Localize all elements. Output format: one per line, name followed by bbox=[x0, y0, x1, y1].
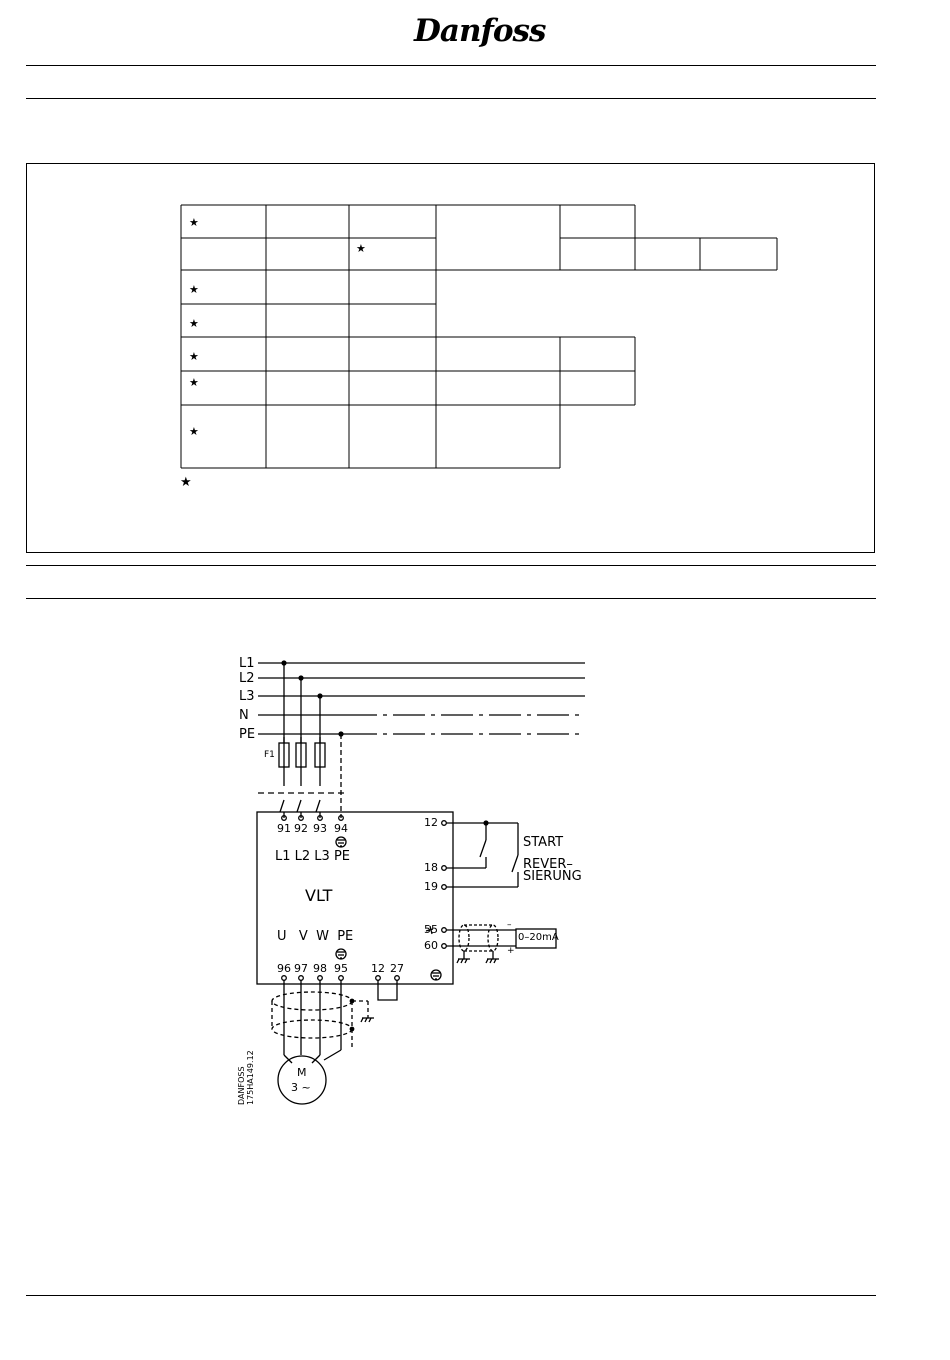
terminal-96: 96 bbox=[277, 962, 291, 975]
terminal-91: 91 bbox=[277, 822, 291, 835]
line-label-pe: PE bbox=[239, 727, 256, 742]
footnote-marker: ★ bbox=[180, 475, 192, 490]
reverse-label-1: REVER– bbox=[523, 857, 573, 872]
row-marker: ★ bbox=[189, 376, 199, 389]
drawing-id-line-1: DANFOSS bbox=[237, 1066, 246, 1105]
logo-text: Danfoss bbox=[414, 13, 546, 49]
terminal-60: 60 bbox=[424, 939, 438, 952]
row-marker: ★ bbox=[189, 425, 199, 438]
fuse-label: F1 bbox=[264, 750, 275, 760]
row-marker: ★ bbox=[189, 216, 199, 229]
signal-plus: + bbox=[507, 946, 515, 956]
input-labels: L1 L2 L3 PE bbox=[275, 849, 350, 864]
line-label-l1: L1 bbox=[239, 656, 255, 671]
drawing-id bbox=[237, 1035, 255, 1105]
row-marker: ★ bbox=[189, 283, 199, 296]
line-label-n: N bbox=[239, 708, 249, 723]
line-label-l3: L3 bbox=[239, 689, 255, 704]
terminal-12: 12 bbox=[424, 816, 438, 829]
motor-phase: 3 ~ bbox=[291, 1081, 311, 1094]
terminal-55: 55 bbox=[424, 923, 438, 936]
drawing-id-line-2: 175HA149.12 bbox=[246, 1050, 255, 1105]
terminal-12-bridge: 12 bbox=[371, 962, 385, 975]
row-marker: ★ bbox=[356, 242, 366, 255]
terminal-95: 95 bbox=[334, 962, 348, 975]
terminal-94: 94 bbox=[334, 822, 348, 835]
signal-label: 0–20mA bbox=[518, 932, 559, 943]
reverse-label-2: SIERUNG bbox=[523, 869, 582, 884]
terminal-98: 98 bbox=[313, 962, 327, 975]
device-label: VLT bbox=[305, 886, 333, 905]
terminal-18: 18 bbox=[424, 861, 438, 874]
signal-minus: – bbox=[507, 920, 512, 930]
row-marker: ★ bbox=[189, 317, 199, 330]
terminal-93: 93 bbox=[313, 822, 327, 835]
terminal-97: 97 bbox=[294, 962, 308, 975]
start-label: START bbox=[523, 835, 564, 850]
terminal-27: 27 bbox=[390, 962, 404, 975]
terminal-19: 19 bbox=[424, 880, 438, 893]
line-label-l2: L2 bbox=[239, 671, 255, 686]
row-marker: ★ bbox=[189, 350, 199, 363]
terminal-92: 92 bbox=[294, 822, 308, 835]
output-labels: U V W PE bbox=[277, 929, 354, 944]
motor-label: M bbox=[297, 1066, 307, 1079]
